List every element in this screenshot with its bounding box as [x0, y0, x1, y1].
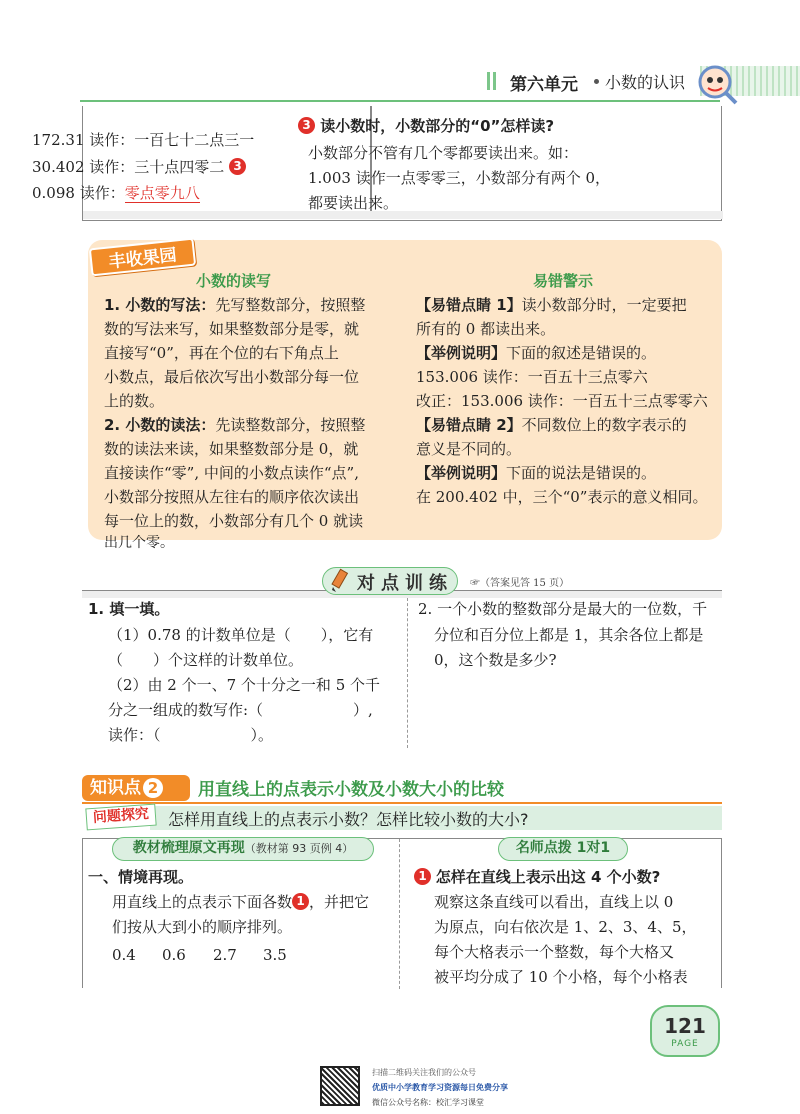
- left-line: 出几个零。: [104, 535, 174, 551]
- footer-line-2: 优质中小学教育学习资源每日免费分享: [372, 1083, 508, 1092]
- tip3-line: 小数部分不管有几个零都要读出来。如：: [308, 144, 579, 162]
- q2-line: 0，这个数是多少?: [434, 651, 557, 669]
- q1-line: （2）由 2 个一、7 个十分之一和 5 个千: [108, 676, 381, 694]
- left-line: 数的写法来写，如果整数部分是零，就: [104, 320, 360, 338]
- right-line: 【易错点睛 2】不同数位上的数字表示的: [416, 416, 687, 434]
- teacher-line: 被平均分成了 10 个小格，每个小格表: [434, 968, 688, 986]
- left-line: 每一位上的数，小数部分有几个 0 就读: [104, 512, 364, 530]
- number-item: 3.5: [263, 946, 287, 964]
- header-rule: [80, 100, 720, 102]
- practice-title: 对点训练: [357, 573, 453, 594]
- qr-code-icon: [320, 1066, 360, 1106]
- teacher-question: 1 怎样在直线上表示出这 4 个小数?: [414, 866, 660, 887]
- right-line: 【举例说明】下面的叙述是错误的。: [416, 344, 657, 362]
- right-line: 【举例说明】下面的说法是错误的。: [416, 464, 657, 482]
- marker-1-icon: 1: [292, 893, 309, 910]
- marker-3-icon: 3: [229, 158, 246, 175]
- box-shadow: [83, 211, 723, 219]
- lesson-divider: [399, 839, 400, 989]
- tip3-line: 1.003 读作一点零零三，小数部分有两个 0，: [308, 169, 611, 187]
- tip3-question: 3 读小数时，小数部分的“0”怎样读?: [298, 115, 554, 136]
- left-line: 1. 小数的写法：先写整数部分，按照整: [104, 296, 366, 314]
- textbook-line: 用直线上的点表示下面各数 1 ，并把它: [112, 893, 370, 911]
- question-tag: 问题探究: [85, 804, 156, 831]
- left-section-title: 小数的读写: [196, 272, 272, 290]
- example-line-1: 172.31 读作：一百七十二点三一: [32, 131, 255, 149]
- handwritten-answer: 零点零九八: [124, 184, 200, 202]
- number-item: 0.6: [162, 946, 186, 964]
- left-line: 2. 小数的读法：先读整数部分，按照整: [104, 416, 366, 434]
- left-line: 数的读法来读，如果整数部分是 0，就: [104, 440, 359, 458]
- unit-title: 第六单元: [510, 75, 578, 95]
- q1-label: 1. 填一填。: [88, 600, 170, 618]
- number-item: 2.7: [213, 946, 237, 964]
- q2-line: 2. 一个小数的整数部分是最大的一位数，千: [418, 600, 708, 618]
- page-number: 121: [664, 1014, 706, 1038]
- teacher-line: 每个大格表示一个整数，每个大格又: [434, 943, 675, 961]
- knowledge-title: 用直线上的点表示小数及小数大小的比较: [198, 780, 504, 800]
- pencil-icon: [327, 568, 351, 594]
- q1-line: （1）0.78 的计数单位是（ ），它有: [108, 626, 374, 644]
- page-number-badge: [650, 1005, 720, 1057]
- textbook-tag: 教材梳理原文再现（教材第 93 页例 4）: [112, 837, 374, 861]
- teacher-line: 观察这条直线可以看出，直线上以 0: [434, 893, 674, 911]
- left-line: 直接写“0”，再在个位的右下角点上: [104, 344, 339, 362]
- page-label: PAGE: [671, 1039, 699, 1049]
- tip3-line: 都要读出来。: [308, 194, 399, 212]
- right-line: 意义是不同的。: [416, 440, 522, 458]
- topic-title: 小数的认识: [605, 73, 686, 92]
- right-line: 【易错点睛 1】读小数部分时，一定要把: [416, 296, 687, 314]
- q1-line: （ ）个这样的计数单位。: [108, 651, 304, 669]
- q2-line: 分位和百分位上都是 1，其余各位上都是: [434, 626, 704, 644]
- right-line: 153.006 读作：一百五十三点零六: [416, 368, 648, 386]
- footer-line-3: 微信公众号名称：校汇学习课堂: [372, 1098, 484, 1107]
- footer-line-1: 扫描二维码关注我们的公众号: [372, 1068, 476, 1077]
- header-separator-dot: [594, 79, 599, 84]
- answer-note: ☞（答案见答 15 页）: [470, 578, 570, 589]
- textbook-line: 们按从大到小的顺序排列。: [112, 918, 293, 936]
- knowledge-rule: [82, 802, 722, 804]
- marker-3-icon: 3: [298, 117, 315, 134]
- question-text: 怎样用直线上的点表示小数？怎样比较小数的大小?: [168, 810, 529, 829]
- number-item: 0.4: [112, 946, 136, 964]
- right-line: 改正：153.006 读作：一百五十三点零零六: [416, 392, 708, 410]
- harvest-tag: 丰收果园: [89, 238, 196, 277]
- practice-divider: [407, 598, 408, 748]
- left-line: 小数部分按照从左往右的顺序依次读出: [104, 488, 360, 506]
- left-line: 小数点，最后依次写出小数部分每一位: [104, 368, 360, 386]
- right-section-title: 易错警示: [533, 272, 594, 290]
- left-line: 直接读作“零”, 中间的小数点读作“点”,: [104, 464, 359, 482]
- textbook-heading: 一、情境再现。: [88, 868, 194, 886]
- q1-line: 分之一组成的数写作:（ ）,: [108, 701, 373, 719]
- teacher-tag: 名师点拨 1对1: [498, 837, 628, 861]
- left-line: 上的数。: [104, 392, 165, 410]
- knowledge-point-badge: 知识点 2: [82, 775, 190, 801]
- example-line-3: 0.098 读作：零点零九八: [32, 184, 200, 202]
- right-line: 所有的 0 都读出来。: [416, 320, 556, 338]
- marker-1-icon: 1: [414, 868, 431, 885]
- knowledge-number: 2: [143, 778, 163, 798]
- header-bars-decoration: [487, 72, 499, 90]
- teacher-line: 为原点，向右依次是 1、2、3、4、5，: [434, 918, 697, 936]
- q1-line: 读作：（ ）。: [108, 726, 274, 744]
- example-line-2: 30.402 读作：三十点四零二 3: [32, 156, 246, 177]
- right-line: 在 200.402 中，三个“0”表示的意义相同。: [416, 488, 708, 506]
